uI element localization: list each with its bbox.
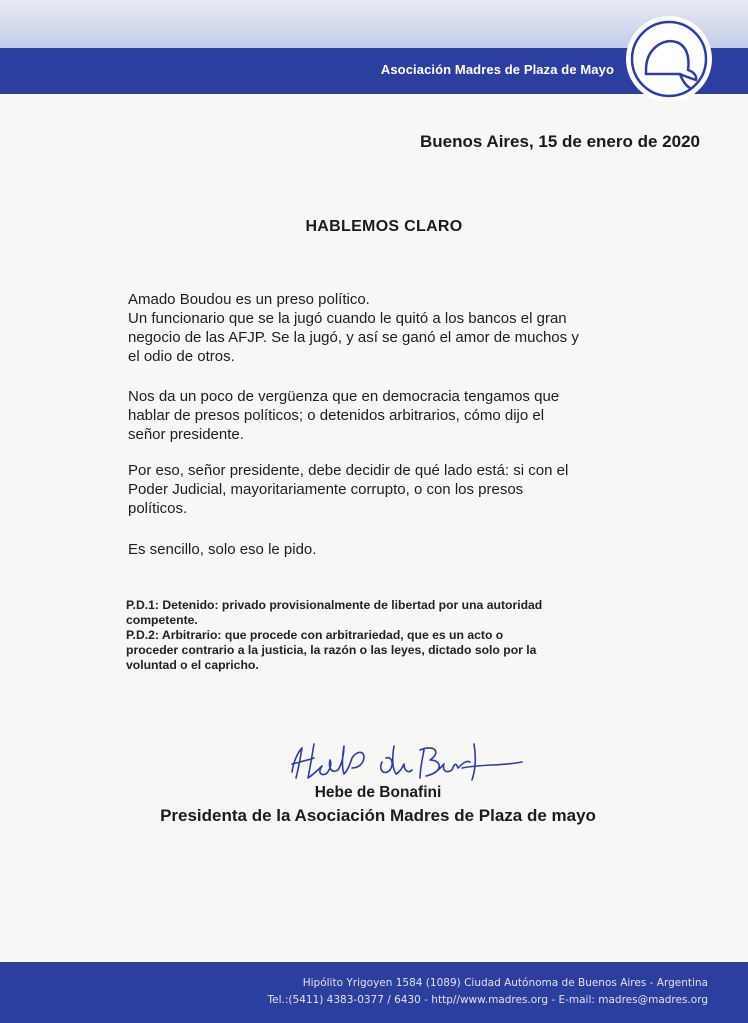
paragraph-line: políticos. xyxy=(128,500,188,517)
signer-role: Presidenta de la Asociación Madres de Plaza de mayo xyxy=(160,806,596,825)
postscripts xyxy=(126,598,646,673)
postscript-line: P.D.1: Detenido: privado provisionalmente de libertad por una autoridad xyxy=(126,598,543,612)
paragraph-line: el odio de otros. xyxy=(128,348,235,365)
footer-contact: Tel.:(5411) 4383-0377 / 6430 - http//www.madres.org - E-mail: madres@madres.org xyxy=(267,994,708,1006)
footer-address: Hipólito Yrigoyen 1584 (1089) Ciudad Autónoma de Buenos Aires - Argentina xyxy=(302,977,708,989)
paragraph-4 xyxy=(128,540,648,559)
paragraph-line: Amado Boudou es un preso político. xyxy=(128,291,370,308)
paragraph-line: Por eso, señor presidente, debe decidir de qué lado está: si con el xyxy=(128,462,569,479)
paragraph-line: negocio de las AFJP. Se la jugó, y así se ganó el amor de muchos y xyxy=(128,329,579,346)
paragraph-line: Es sencillo, solo eso le pido. xyxy=(128,541,317,558)
paragraph-2 xyxy=(128,387,648,444)
postscript-line: competente. xyxy=(126,613,198,627)
paragraph-3 xyxy=(128,461,648,518)
postscript-line: P.D.2: Arbitrario: que procede con arbitrariedad, que es un acto o xyxy=(126,628,504,642)
white-kerchief-icon xyxy=(624,14,714,104)
signer-name: Hebe de Bonafini xyxy=(314,784,442,801)
paragraph-line: Poder Judicial, mayoritariamente corrupto, o con los presos xyxy=(128,481,524,498)
letter-title: HABLEMOS CLARO xyxy=(305,218,463,235)
paragraph-line: señor presidente. xyxy=(128,426,244,443)
postscript-line: voluntad o el capricho. xyxy=(126,658,259,672)
postscript-line: proceder contrario a la justicia, la razón o las leyes, dictado solo por la xyxy=(126,643,537,657)
organization-name: Asociación Madres de Plaza de Mayo xyxy=(380,62,614,77)
footer-band xyxy=(0,962,748,1023)
letter-date: Buenos Aires, 15 de enero de 2020 xyxy=(420,132,700,151)
paragraph-1 xyxy=(128,290,648,366)
paragraph-line: Nos da un poco de vergüenza que en democracia tengamos que xyxy=(128,388,560,405)
paragraph-line: Un funcionario que se la jugó cuando le quitó a los bancos el gran xyxy=(128,310,567,327)
paragraph-line: hablar de presos políticos; o detenidos arbitrarios, cómo dijo el xyxy=(128,407,545,424)
